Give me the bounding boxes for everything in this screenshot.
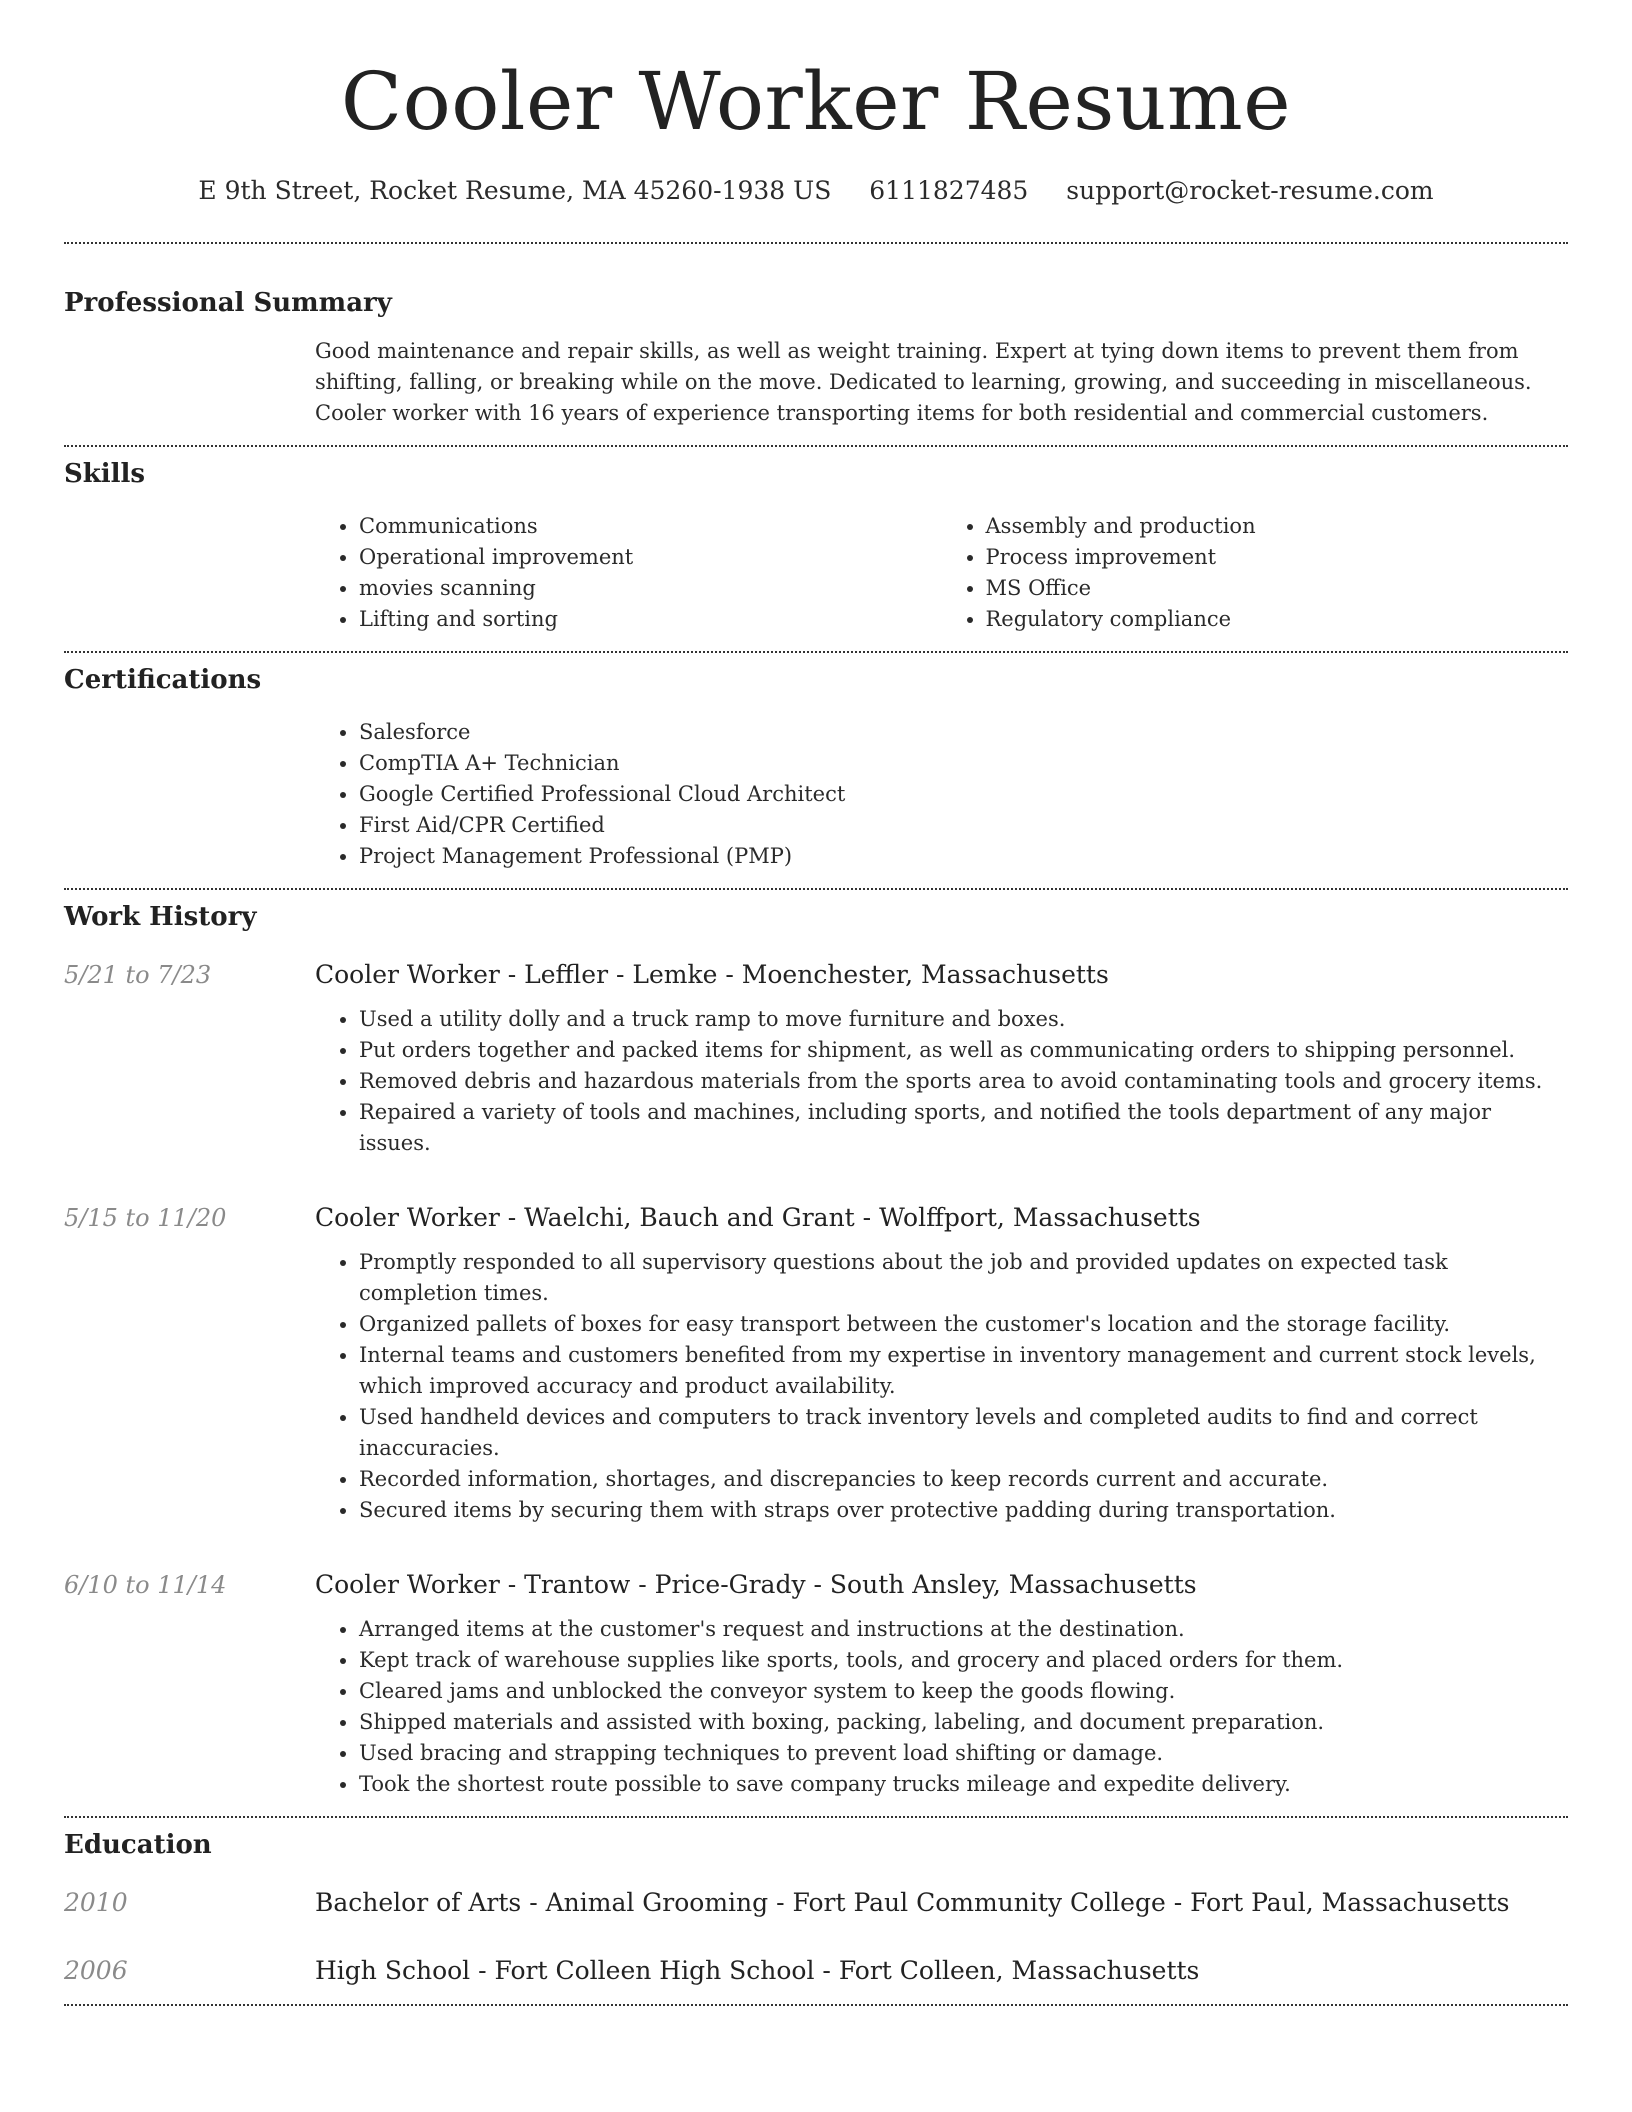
job-entry — [64, 958, 1568, 1159]
summary-text: Good maintenance and repair skills, as well as weight training. Expert at tying down items to prevent them from shifting, falling, or breaking while on the move. Dedicated to learning, growing, and succeeding in miscellaneous. Cooler worker with 16 years of experience transporting items for both residential and commercial customers. — [315, 339, 1532, 425]
list-item: • Assembly and production — [986, 511, 1569, 542]
section-heading-skills: Skills — [64, 459, 146, 489]
work-section — [64, 890, 1568, 1816]
education-entry — [64, 1954, 1568, 2004]
certifications-content — [315, 717, 1568, 888]
education-entry — [64, 1886, 1568, 1920]
certifications-list — [315, 717, 1568, 872]
job-title: Cooler Worker - Waelchi, Bauch and Grant - Wolffport, Massachusetts — [315, 1203, 1201, 1232]
list-item: • Regulatory compliance — [986, 604, 1569, 635]
job-entry — [64, 1568, 1568, 1816]
contact-address: E 9th Street, Rocket Resume, MA 45260-1938 US — [198, 176, 832, 205]
list-item: • Salesforce — [359, 717, 1568, 748]
resume-title: Cooler Worker Resume — [340, 55, 1292, 148]
contact-line — [64, 174, 1568, 208]
job-dates: 5/15 to 11/20 — [64, 1204, 227, 1232]
skills-list-right — [942, 511, 1569, 635]
job-bullets — [315, 1004, 1568, 1159]
section-heading-work: Work History — [64, 902, 257, 932]
list-item: • Organized pallets of boxes for easy transport between the customer's location and the storage facility. — [359, 1309, 1568, 1340]
list-item: • Secured items by securing them with straps over protective padding during transportation. — [359, 1495, 1568, 1526]
list-item: • Arranged items at the customer's request and instructions at the destination. — [359, 1614, 1568, 1645]
list-item: • Project Management Professional (PMP) — [359, 841, 1568, 872]
list-item: • Internal teams and customers benefited from my expertise in inventory management and current stock levels, which improved accuracy and product availability. — [359, 1340, 1568, 1402]
list-item: • Repaired a variety of tools and machines, including sports, and notified the tools department of any major issues. — [359, 1097, 1568, 1159]
education-year: 2006 — [64, 1956, 128, 1985]
list-item: • Used a utility dolly and a truck ramp to move furniture and boxes. — [359, 1004, 1568, 1035]
list-item: • Operational improvement — [359, 542, 942, 573]
list-item: • Process improvement — [986, 542, 1569, 573]
certifications-section — [64, 653, 1568, 888]
list-item: • Promptly responded to all supervisory questions about the job and provided updates on expected task completion times. — [359, 1247, 1568, 1309]
list-item: • Shipped materials and assisted with boxing, packing, labeling, and document preparation. — [359, 1707, 1568, 1738]
list-item: • First Aid/CPR Certified — [359, 810, 1568, 841]
list-item: • Put orders together and packed items for shipment, as well as communicating orders to shipping personnel. — [359, 1035, 1568, 1066]
list-item: • Kept track of warehouse supplies like sports, tools, and grocery and placed orders for them. — [359, 1645, 1568, 1676]
summary-content — [315, 336, 1568, 445]
list-item: • Recorded information, shortages, and discrepancies to keep records current and accurate. — [359, 1464, 1568, 1495]
section-heading-education: Education — [64, 1830, 212, 1860]
education-title: Bachelor of Arts - Animal Grooming - Fort Paul Community College - Fort Paul, Massachusetts — [315, 1888, 1510, 1917]
skills-list-left — [315, 511, 942, 635]
education-title: High School - Fort Colleen High School - Fort Colleen, Massachusetts — [315, 1956, 1200, 1985]
list-item: • Used bracing and strapping techniques to prevent load shifting or damage. — [359, 1738, 1568, 1769]
list-item: • movies scanning — [359, 573, 942, 604]
list-item: • Used handheld devices and computers to track inventory levels and completed audits to find and correct inaccuracies. — [359, 1402, 1568, 1464]
list-item: • Google Certified Professional Cloud Architect — [359, 779, 1568, 810]
divider — [64, 2004, 1568, 2006]
job-bullets — [315, 1247, 1568, 1526]
job-dates: 6/10 to 11/14 — [64, 1571, 227, 1599]
skills-content — [315, 511, 1568, 651]
list-item: • CompTIA A+ Technician — [359, 748, 1568, 779]
list-item: • Communications — [359, 511, 942, 542]
job-dates: 5/21 to 7/23 — [64, 961, 212, 989]
contact-phone: 6111827485 — [869, 176, 1029, 205]
list-item: • Removed debris and hazardous materials from the sports area to avoid contaminating tools and grocery items. — [359, 1066, 1568, 1097]
job-bullets — [315, 1614, 1568, 1800]
contact-email: support@rocket-resume.com — [1066, 176, 1434, 205]
list-item: • Cleared jams and unblocked the conveyor system to keep the goods flowing. — [359, 1676, 1568, 1707]
job-title: Cooler Worker - Trantow - Price-Grady - South Ansley, Massachusetts — [315, 1570, 1197, 1599]
skills-section — [64, 447, 1568, 651]
summary-section — [64, 244, 1568, 445]
section-heading-summary: Professional Summary — [64, 288, 392, 318]
section-heading-certifications: Certifications — [64, 665, 262, 695]
job-title: Cooler Worker - Leffler - Lemke - Moenchester, Massachusetts — [315, 960, 1109, 989]
education-year: 2010 — [64, 1888, 128, 1917]
education-section — [64, 1818, 1568, 2004]
list-item: • MS Office — [986, 573, 1569, 604]
list-item: • Took the shortest route possible to save company trucks mileage and expedite delivery. — [359, 1769, 1568, 1800]
job-entry — [64, 1201, 1568, 1526]
list-item: • Lifting and sorting — [359, 604, 942, 635]
